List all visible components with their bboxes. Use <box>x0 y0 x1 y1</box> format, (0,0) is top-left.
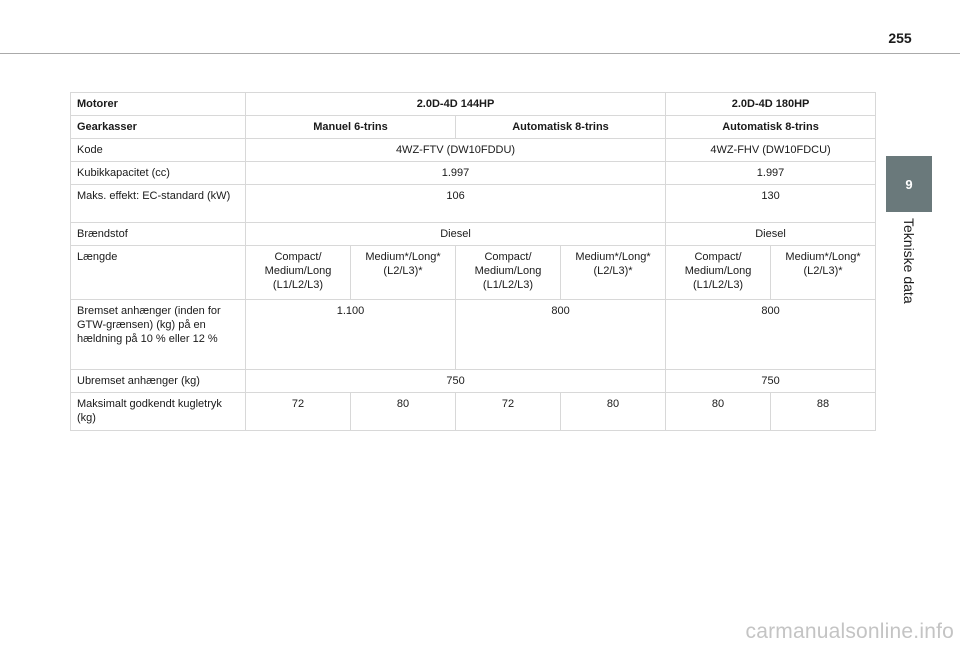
header-divider <box>0 53 960 54</box>
bremset-anhaenger-label: Bremset anhænger (inden for GTW-grænsen) (kg) på en hældning på 10 % eller 12 % <box>71 300 246 370</box>
engine-180-header: 2.0D-4D 180HP <box>666 93 876 116</box>
laengde-cell: Medium*/Long* (L2/L3)* <box>771 246 876 300</box>
page-number: 255 <box>888 30 912 46</box>
maks-effekt-144-cell: 106 <box>246 185 666 223</box>
kubik-label: Kubikkapacitet (cc) <box>71 162 246 185</box>
kubik-180-cell: 1.997 <box>666 162 876 185</box>
braendstof-144-cell: Diesel <box>246 223 666 246</box>
bremset-manuel-cell: 1.100 <box>246 300 456 370</box>
kode-180-cell: 4WZ-FHV (DW10FDCU) <box>666 139 876 162</box>
ubremset-anhaenger-label: Ubremset anhænger (kg) <box>71 370 246 393</box>
laengde-cell: Compact/ Medium/Long (L1/L2/L3) <box>456 246 561 300</box>
maks-effekt-180-cell: 130 <box>666 185 876 223</box>
bremset-auto-180-cell: 800 <box>666 300 876 370</box>
kode-label: Kode <box>71 139 246 162</box>
table-row-ubremset-anhaenger <box>71 370 876 393</box>
braendstof-label: Brændstof <box>71 223 246 246</box>
kugletryk-cell: 80 <box>561 393 666 431</box>
table-row-bremset-anhaenger <box>71 300 876 370</box>
kugletryk-cell: 80 <box>351 393 456 431</box>
table-row-laengde <box>71 246 876 300</box>
table-row-maks-effekt <box>71 185 876 223</box>
table-row-kubik <box>71 162 876 185</box>
bremset-auto-144-cell: 800 <box>456 300 666 370</box>
engine-spec-table <box>70 92 876 431</box>
kugletryk-cell: 72 <box>456 393 561 431</box>
kugletryk-cell: 72 <box>246 393 351 431</box>
table-row-gearkasser <box>71 116 876 139</box>
gearkasser-label: Gearkasser <box>71 116 246 139</box>
kubik-144-cell: 1.997 <box>246 162 666 185</box>
braendstof-180-cell: Diesel <box>666 223 876 246</box>
kode-144-cell: 4WZ-FTV (DW10FDDU) <box>246 139 666 162</box>
motorer-label: Motorer <box>71 93 246 116</box>
chapter-tab[interactable]: 9 <box>886 156 932 212</box>
table-row-kode <box>71 139 876 162</box>
watermark: carmanualsonline.info <box>745 620 954 643</box>
chapter-label: Tekniske data <box>901 218 917 304</box>
kugletryk-cell: 88 <box>771 393 876 431</box>
gear-manuel-6-header: Manuel 6-trins <box>246 116 456 139</box>
maks-effekt-label: Maks. effekt: EC-standard (kW) <box>71 185 246 223</box>
laengde-cell: Compact/ Medium/Long (L1/L2/L3) <box>246 246 351 300</box>
ubremset-144-cell: 750 <box>246 370 666 393</box>
kugletryk-label: Maksimalt godkendt kugletryk (kg) <box>71 393 246 431</box>
laengde-cell: Medium*/Long* (L2/L3)* <box>351 246 456 300</box>
laengde-cell: Medium*/Long* (L2/L3)* <box>561 246 666 300</box>
laengde-cell: Compact/ Medium/Long (L1/L2/L3) <box>666 246 771 300</box>
ubremset-180-cell: 750 <box>666 370 876 393</box>
laengde-label: Længde <box>71 246 246 300</box>
gear-auto-8-header-144: Automatisk 8-trins <box>456 116 666 139</box>
table-row-motorer <box>71 93 876 116</box>
table-row-kugletryk <box>71 393 876 431</box>
gear-auto-8-header-180: Automatisk 8-trins <box>666 116 876 139</box>
table-row-braendstof <box>71 223 876 246</box>
kugletryk-cell: 80 <box>666 393 771 431</box>
engine-144-header: 2.0D-4D 144HP <box>246 93 666 116</box>
